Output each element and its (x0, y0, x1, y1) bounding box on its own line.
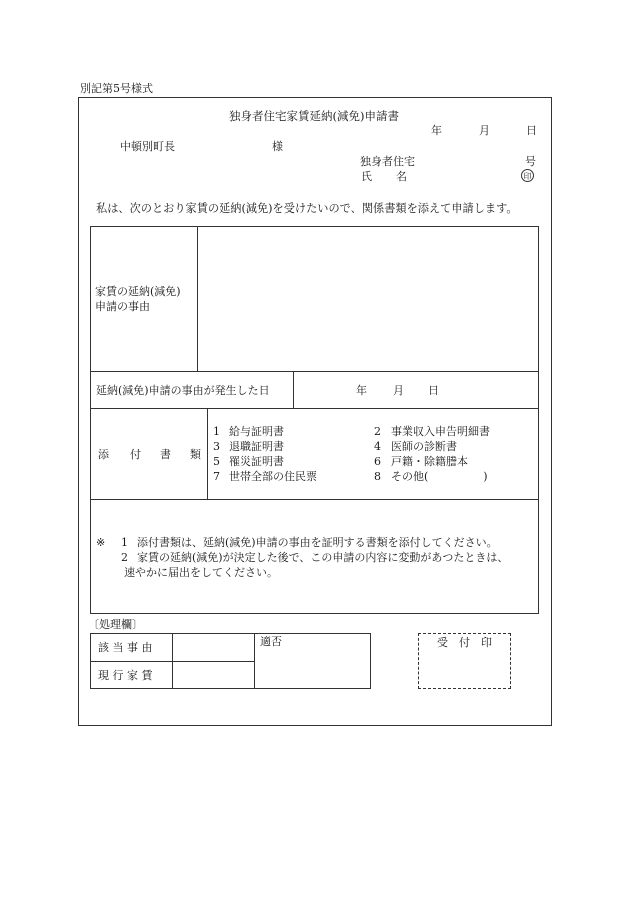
processing-approval-label: 適否 (260, 635, 282, 648)
date-month-label: 月 (479, 124, 490, 137)
attachment-item-1-num: 1 (213, 425, 220, 438)
form-number: 別記第5号様式 (80, 82, 153, 95)
occurrence-date-field[interactable] (295, 373, 537, 406)
note-1-num: 1 (121, 536, 128, 549)
processing-row1-label: 該 当 事 由 (98, 641, 153, 654)
reason-label-line2: 申請の事由 (95, 300, 150, 313)
attachment-item-7-text: 世帯全部の住民票 (229, 470, 317, 483)
seal-icon (521, 169, 534, 182)
attachment-item-4-text: 医師の診断書 (391, 440, 457, 453)
occurrence-year-label: 年 (356, 384, 367, 397)
attachments-label-char-4: 類 (190, 448, 201, 461)
attachment-item-4-num: 4 (374, 440, 381, 453)
addressee-name: 中頓別町長 (120, 140, 175, 153)
attachment-item-6-text: 戸籍・除籍謄本 (391, 455, 468, 468)
processing-row2-label: 現 行 家 賃 (98, 669, 153, 682)
attachment-item-5-text: 罹災証明書 (229, 455, 284, 468)
applicant-name-label-1: 氏 (361, 170, 372, 183)
addressee-honorific: 様 (272, 140, 283, 153)
attachment-item-8-text: その他( ) (391, 470, 488, 483)
attachment-item-6-num: 6 (374, 455, 381, 468)
intro-text: 私は、次のとおり家賃の延納(減免)を受けたいので、関係書類を添えて申請します。 (96, 202, 518, 215)
processing-label: 〔処理欄〕 (88, 618, 143, 631)
note-2-line1: 家賃の延納(減免)が決定した後で、この申請の内容に変動があつたときは、 (137, 551, 509, 564)
applicant-housing-label: 独身者住宅 (360, 155, 415, 168)
attachments-label-char-1: 添 (98, 448, 109, 461)
attachment-item-3-text: 退職証明書 (229, 440, 284, 453)
attachments-label-char-2: 付 (130, 448, 141, 461)
form-title: 独身者住宅家賃延納(減免)申請書 (229, 109, 399, 123)
attachment-item-8-num: 8 (374, 470, 381, 483)
attachments-label-char-3: 書 (160, 448, 171, 461)
note-2-line2: 速やかに届出をしてください。 (124, 566, 278, 579)
occurrence-day-label: 日 (428, 384, 439, 397)
attachment-item-3-num: 3 (213, 440, 220, 453)
attachment-item-5-num: 5 (213, 455, 220, 468)
reason-label-line1: 家賃の延納(減免) (95, 285, 181, 298)
notes-mark: ※ (96, 536, 106, 549)
attachment-item-2-text: 事業収入申告明細書 (391, 425, 490, 438)
applicant-name-label-2: 名 (396, 170, 407, 183)
applicant-number-label: 号 (525, 155, 536, 168)
occurrence-month-label: 月 (393, 384, 404, 397)
seal-mark: 印 (521, 169, 534, 182)
date-day-label: 日 (526, 124, 537, 137)
attachment-item-1-text: 給与証明書 (229, 425, 284, 438)
receipt-stamp-label: 受 付 印 (437, 636, 492, 649)
note-2-num: 2 (121, 551, 128, 564)
attachment-item-7-num: 7 (213, 470, 220, 483)
occurrence-label: 延納(減免)申請の事由が発生した日 (96, 384, 270, 397)
attachment-item-2-num: 2 (374, 425, 381, 438)
date-year-label: 年 (431, 124, 442, 137)
note-1-text: 添付書類は、延納(減免)申請の事由を証明する書類を添付してください。 (137, 536, 498, 549)
reason-input-area[interactable] (199, 228, 537, 369)
